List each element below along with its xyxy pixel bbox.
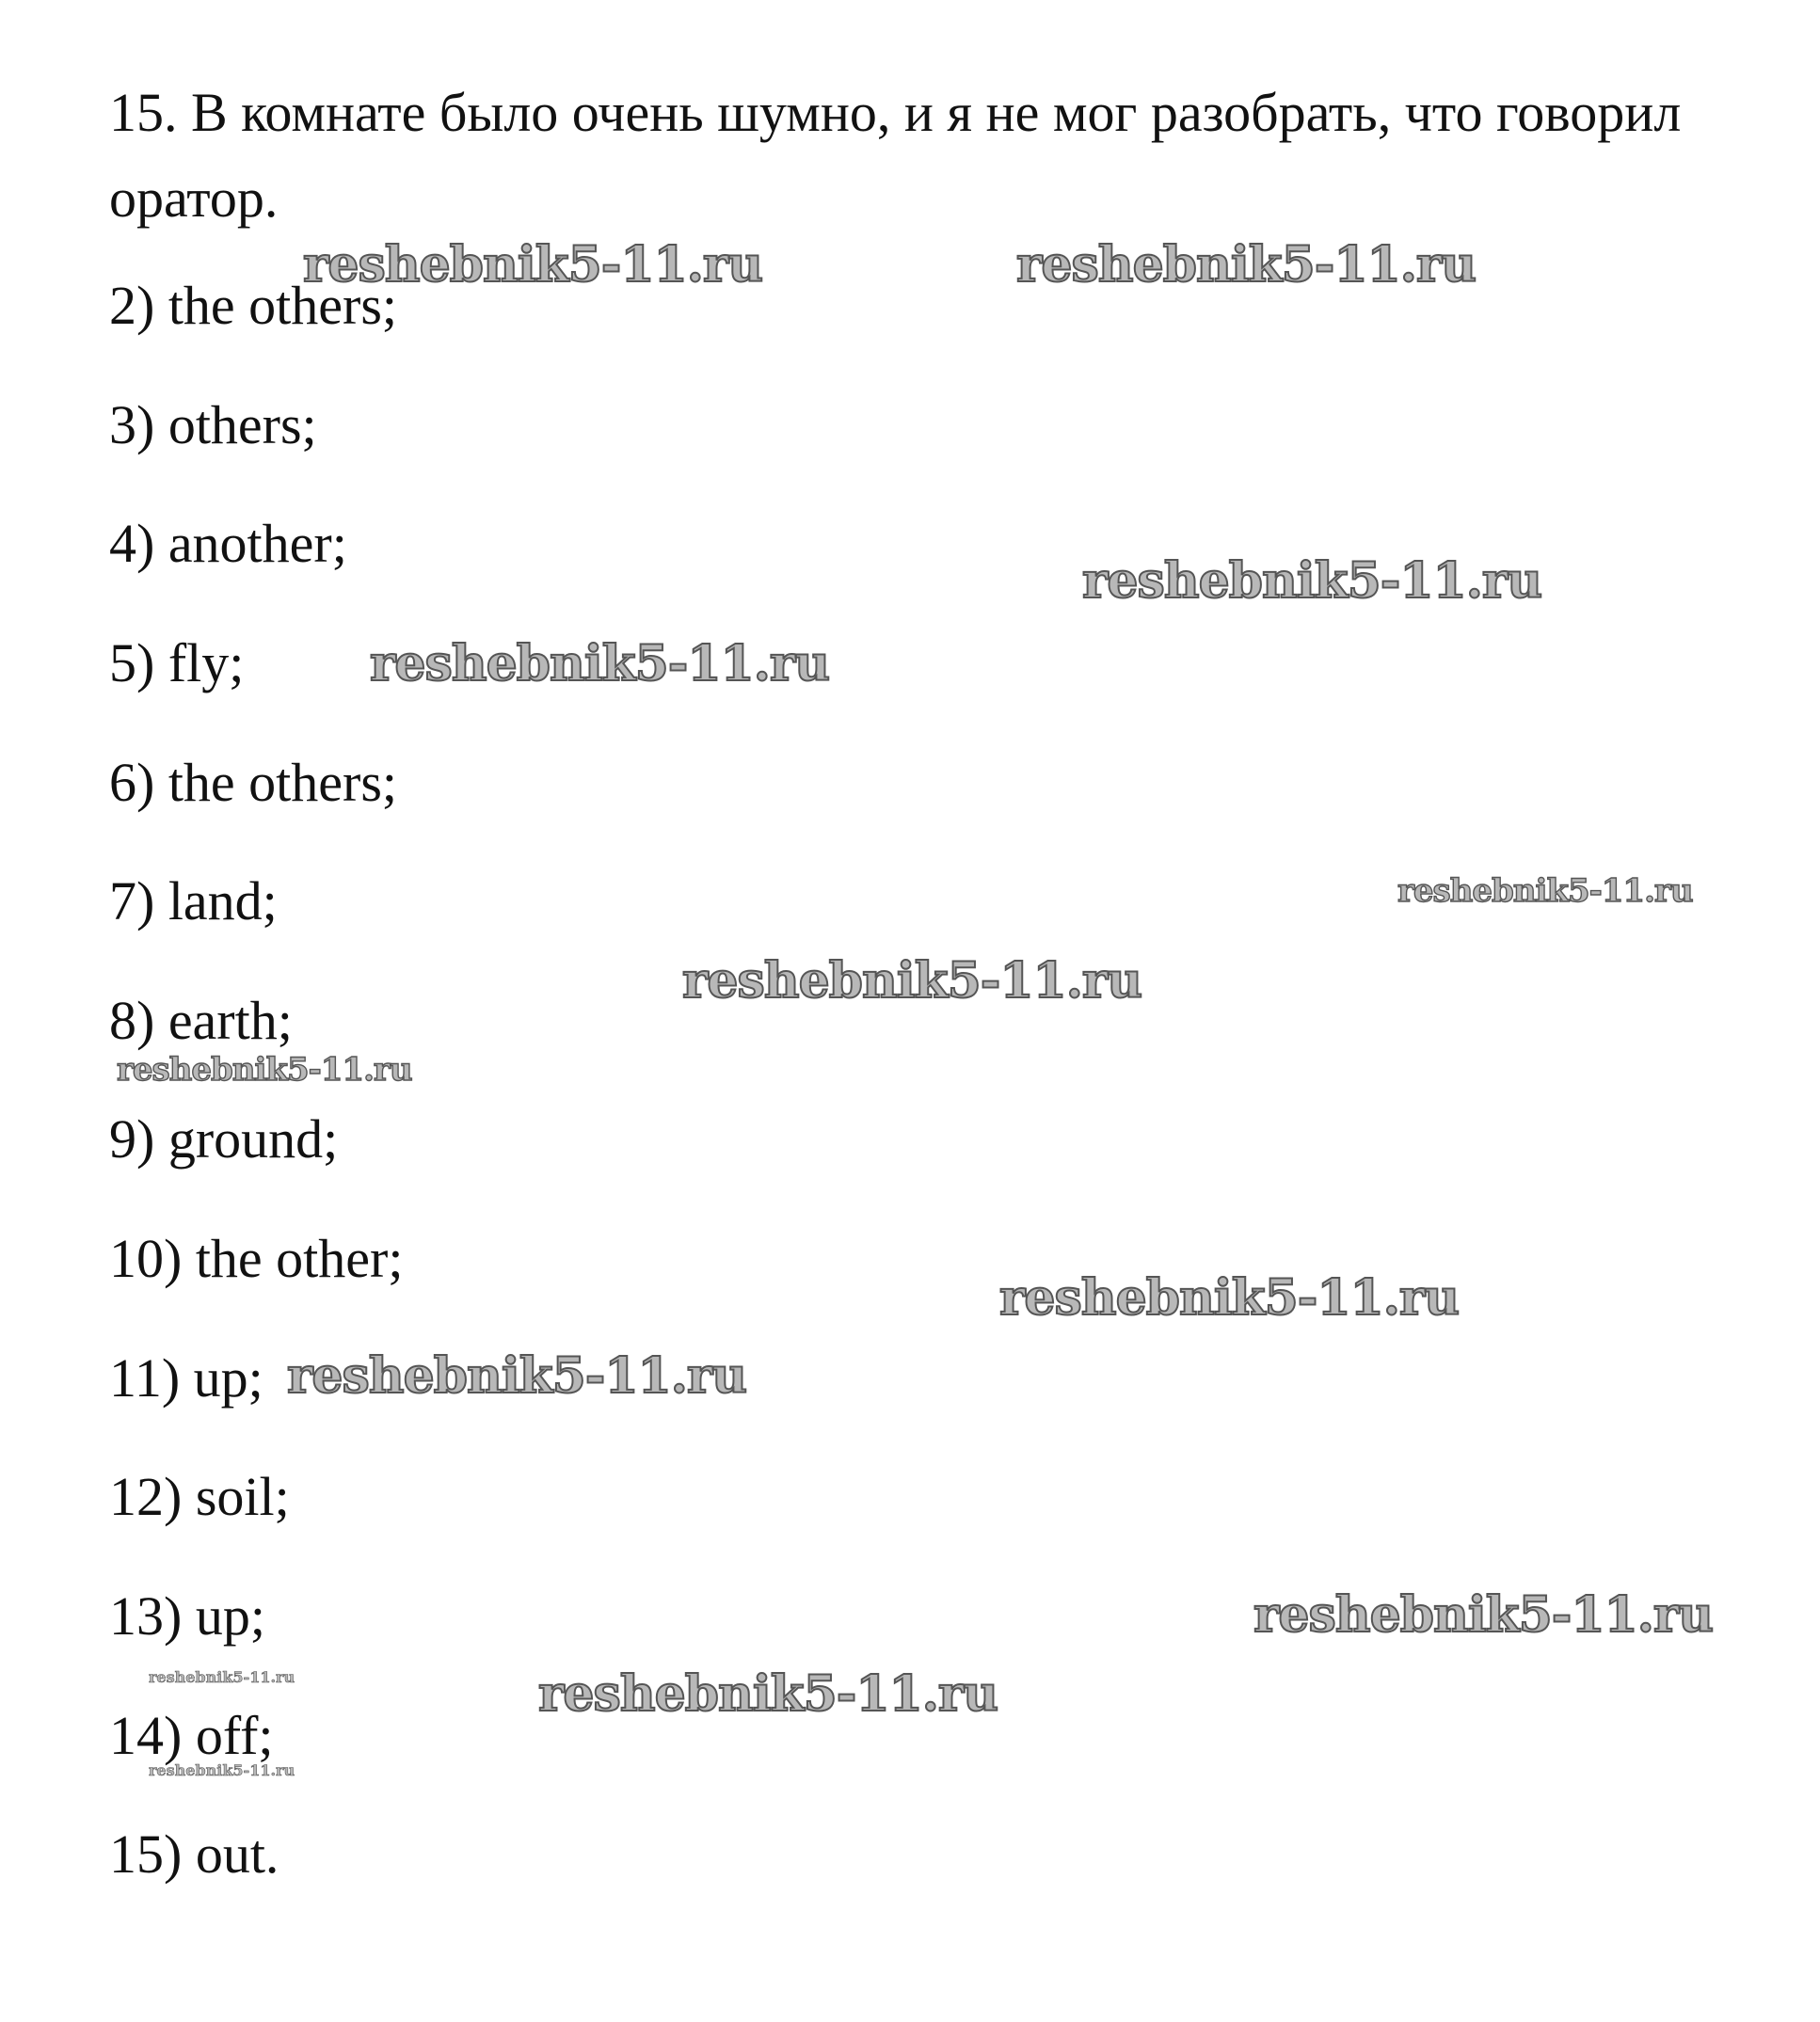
answer-line-4: 4) another;	[109, 513, 347, 574]
watermark-logo: reshebnik5-11.ru	[117, 1051, 412, 1089]
watermark-logo: reshebnik5-11.ru	[287, 1347, 747, 1405]
watermark-logo: reshebnik5-11.ru	[999, 1269, 1460, 1327]
watermark-logo: reshebnik5-11.ru	[149, 1668, 295, 1686]
answer-line-3: 3) others;	[109, 394, 317, 455]
answer-line-10: 10) the other;	[109, 1228, 404, 1289]
watermark-logo: reshebnik5-11.ru	[303, 236, 763, 294]
answer-line-6: 6) the others;	[109, 752, 398, 813]
watermark-logo: reshebnik5-11.ru	[1397, 872, 1693, 910]
answer-line-9: 9) ground;	[109, 1108, 339, 1170]
answer-line-11: 11) up;	[109, 1347, 263, 1409]
watermark-logo: reshebnik5-11.ru	[1253, 1586, 1714, 1644]
task-sentence: 15. В комнате было очень шумно, и я не мог разобрать, что говорил оратор.	[109, 82, 1682, 229]
watermark-logo: reshebnik5-11.ru	[538, 1665, 998, 1723]
answer-line-13: 13) up;	[109, 1585, 265, 1647]
answer-line-2: 2) the others;	[109, 275, 398, 336]
answer-line-5: 5) fly;	[109, 632, 245, 693]
watermark-logo: reshebnik5-11.ru	[370, 635, 830, 693]
watermark-logo: reshebnik5-11.ru	[1082, 552, 1542, 610]
watermark-logo: reshebnik5-11.ru	[149, 1761, 295, 1779]
watermark-logo: reshebnik5-11.ru	[682, 952, 1142, 1010]
watermark-logo: reshebnik5-11.ru	[1016, 236, 1477, 294]
answer-line-7: 7) land;	[109, 870, 278, 931]
answer-line-8: 8) earth;	[109, 990, 293, 1051]
answer-line-15: 15) out.	[109, 1823, 279, 1885]
answer-line-12: 12) soil;	[109, 1466, 290, 1527]
answer-line-14: 14) off;	[109, 1705, 274, 1766]
